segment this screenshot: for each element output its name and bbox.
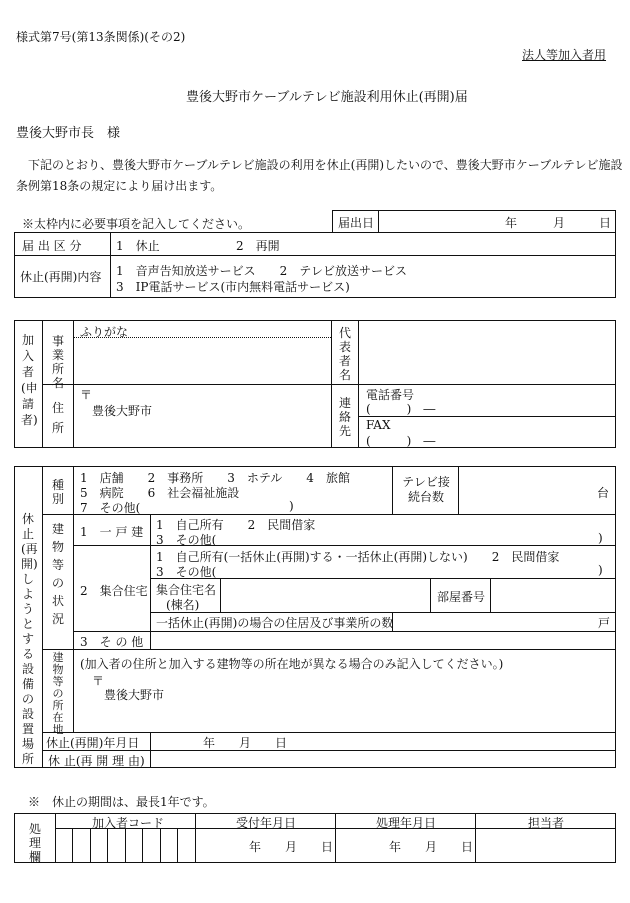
request-content-line1[interactable]: 1 音声告知放送サービス 2 テレビ放送サービス bbox=[116, 264, 408, 278]
footer-note: ※ 休止の期間は、最長1年です。 bbox=[28, 795, 215, 809]
request-content-label: 休止(再開)内容 bbox=[20, 270, 102, 284]
submit-date-box bbox=[332, 210, 616, 233]
received-date-label: 受付年月日 bbox=[236, 816, 297, 830]
fax-field[interactable]: ( ) ― bbox=[366, 434, 436, 448]
phone-label: 電話番号 bbox=[366, 388, 415, 402]
bulk-count-label: 一括休止(再開)の場合の住居及び事業所の数 bbox=[156, 616, 394, 630]
detached-house-label: 1 一 戸 建 bbox=[80, 525, 144, 539]
request-type-label: 届 出 区 分 bbox=[22, 239, 82, 253]
furigana-label: ふりがな bbox=[80, 325, 129, 339]
kind-other-close: ) bbox=[289, 499, 294, 513]
detached-house-other[interactable]: 3 その他( bbox=[156, 533, 217, 547]
submit-day-label[interactable]: 日 bbox=[599, 216, 612, 230]
halt-date-field[interactable]: 年 月 日 bbox=[203, 736, 288, 750]
representative-label: 代表者名 bbox=[338, 326, 351, 382]
contact-label: 連絡先 bbox=[338, 396, 351, 438]
received-date-field[interactable]: 年 月 日 bbox=[249, 840, 334, 854]
member-code-label: 加入者コード bbox=[92, 816, 165, 830]
tv-count-label: テレビ接続台数 bbox=[402, 475, 450, 504]
apartment-name-label: 集合住宅名 bbox=[156, 583, 217, 597]
apartment-other-close: ) bbox=[598, 563, 603, 577]
tv-count-unit: 台 bbox=[597, 486, 610, 500]
address-label: 住所 bbox=[51, 401, 64, 435]
fill-instruction: ※太枠内に必要事項を記入してください。 bbox=[22, 217, 251, 231]
processed-date-label: 処理年月日 bbox=[376, 816, 437, 830]
kind-label: 種別 bbox=[51, 478, 64, 506]
postal-mark: 〒 bbox=[80, 388, 93, 402]
request-content-line2[interactable]: 3 IP電話サービス(市内無料電話サービス) bbox=[116, 280, 350, 294]
location-postal: 〒 bbox=[92, 674, 105, 688]
form-number: 様式第7号(第13条関係)(その2) bbox=[16, 30, 186, 44]
kind-other[interactable]: 7 その他( bbox=[80, 501, 141, 515]
apartment-label: 2 集合住宅 bbox=[80, 584, 148, 598]
form-category: 法人等加入者用 bbox=[522, 48, 607, 62]
detached-house-close: ) bbox=[598, 531, 603, 545]
request-type-halt[interactable]: 1 休止 bbox=[116, 239, 160, 253]
apartment-name-sub: (棟名) bbox=[166, 598, 200, 612]
processed-date-field[interactable]: 年 月 日 bbox=[389, 840, 474, 854]
request-type-resume[interactable]: 2 再開 bbox=[236, 239, 280, 253]
location-label: 建物等の所在地 bbox=[52, 651, 64, 736]
room-number-label: 部屋番号 bbox=[437, 590, 486, 604]
location-city[interactable]: 豊後大野市 bbox=[104, 688, 165, 702]
location-note: (加入者の住所と加入する建物等の所在地が異なる場合のみ記入してください。) bbox=[80, 657, 504, 671]
bulk-count-unit: 戸 bbox=[598, 616, 611, 630]
submit-year-label[interactable]: 年 bbox=[505, 216, 518, 230]
staff-label: 担当者 bbox=[528, 816, 565, 830]
page-title: 豊後大野市ケーブルテレビ施設利用休止(再開)届 bbox=[186, 90, 468, 105]
halt-reason-label: 休 止(再 開 理 由) bbox=[48, 754, 145, 768]
submit-date-label: 届出日 bbox=[338, 216, 375, 230]
apartment-other[interactable]: 3 その他( bbox=[156, 565, 217, 579]
body-line-2: 条例第18条の規定により届け出ます。 bbox=[16, 179, 223, 193]
halt-date-label: 休止(再開)年月日 bbox=[46, 736, 140, 750]
apartment-line1[interactable]: 1 自己所有(一括休止(再開)する・一括休止(再開)しない) 2 民間借家 bbox=[156, 550, 560, 564]
body-line-1: 下記のとおり、豊後大野市ケーブルテレビ施設の利用を休止(再開)したいので、豊後大野市ケーブルテレビ施設 bbox=[28, 158, 623, 172]
other-building-label[interactable]: 3 そ の 他 bbox=[80, 635, 144, 649]
facility-section-label: 休止(再開)しようとする設備の設置場所 bbox=[21, 512, 38, 766]
building-status-label: 建物等の状況 bbox=[51, 522, 64, 626]
address-city[interactable]: 豊後大野市 bbox=[92, 404, 153, 418]
kind-line1[interactable]: 1 店舗 2 事務所 3 ホテル 4 旅館 bbox=[80, 471, 350, 485]
phone-field[interactable]: ( ) ― bbox=[366, 402, 436, 416]
detached-house-line1[interactable]: 1 自己所有 2 民間借家 bbox=[156, 518, 316, 532]
fax-label: FAX bbox=[366, 418, 391, 432]
applicant-section-label: 加入者(申請者) bbox=[21, 333, 38, 427]
submit-month-label[interactable]: 月 bbox=[553, 216, 566, 230]
office-name-label: 事業所名 bbox=[51, 334, 64, 390]
addressee: 豊後大野市長 様 bbox=[16, 126, 121, 141]
processing-label: 処理欄 bbox=[28, 822, 41, 864]
kind-line2[interactable]: 5 病院 6 社会福祉施設 bbox=[80, 486, 240, 500]
